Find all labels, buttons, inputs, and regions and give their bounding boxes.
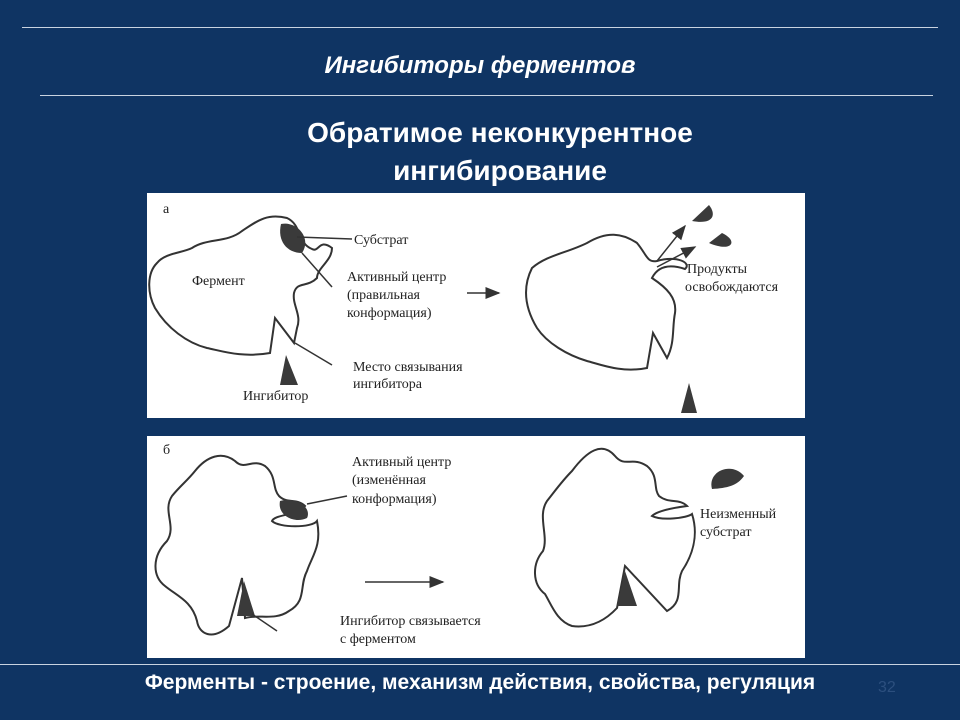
binding-site-pointer bbox=[295, 343, 332, 365]
inhibitor-shape bbox=[280, 355, 298, 385]
title-rule bbox=[40, 95, 933, 96]
product-shape-1 bbox=[692, 205, 713, 222]
substrate-shape bbox=[280, 224, 305, 253]
active-center-label-3: конформация) bbox=[347, 306, 432, 321]
heading-line-1: Обратимое неконкурентное bbox=[307, 117, 693, 148]
inhibitor-label: Ингибитор bbox=[243, 389, 309, 404]
page-number: 32 bbox=[878, 679, 896, 696]
active-center-label-3: конформация) bbox=[352, 492, 437, 507]
footer-rule bbox=[0, 664, 960, 665]
product-shape-2 bbox=[709, 233, 731, 247]
active-center-pointer bbox=[307, 496, 347, 504]
altered-active-site-shape bbox=[280, 500, 308, 520]
panel-a-diagram bbox=[147, 193, 805, 418]
enzyme-shape-right bbox=[535, 449, 695, 627]
active-center-label-1: Активный центр bbox=[352, 455, 452, 470]
panel-a bbox=[147, 193, 805, 418]
enzyme-shape-left bbox=[155, 456, 318, 635]
footer-text: Ферменты - строение, механизм действия, свойства, регуляция bbox=[144, 671, 816, 694]
unchanged-substrate-label-2: субстрат bbox=[700, 525, 752, 540]
active-center-label-2: (правильная bbox=[347, 288, 420, 303]
products-label-2: освобождаются bbox=[685, 280, 779, 295]
active-center-label-1: Активный центр bbox=[347, 270, 447, 285]
inhibitor-binds-label-1: Ингибитор связывается bbox=[340, 614, 481, 629]
panel-b bbox=[147, 436, 805, 658]
heading-line-2: ингибирование bbox=[393, 155, 607, 186]
products-label-1: Продукты bbox=[687, 262, 747, 277]
panel-a-letter: а bbox=[163, 202, 170, 217]
panel-b-diagram bbox=[147, 436, 805, 658]
inhibitor-binds-label-2: с ферментом bbox=[340, 632, 416, 647]
top-rule bbox=[22, 27, 938, 28]
released-inhibitor-shape bbox=[681, 383, 697, 413]
binding-site-label-1: Место связывания bbox=[353, 360, 463, 375]
active-center-pointer bbox=[302, 253, 332, 287]
slide-title: Ингибиторы ферментов bbox=[324, 52, 636, 79]
active-center-label-2: (изменённая bbox=[352, 473, 426, 488]
enzyme-label: Фермент bbox=[192, 274, 245, 289]
unchanged-substrate-shape bbox=[711, 469, 744, 489]
substrate-label: Субстрат bbox=[354, 233, 409, 248]
panel-b-letter: б bbox=[163, 443, 171, 458]
diagram-heading bbox=[200, 114, 800, 190]
unchanged-substrate-label-1: Неизменный bbox=[700, 507, 777, 522]
product-arrow-1 bbox=[657, 226, 685, 261]
binding-site-label-2: ингибитора bbox=[353, 377, 422, 392]
substrate-pointer bbox=[297, 237, 352, 239]
